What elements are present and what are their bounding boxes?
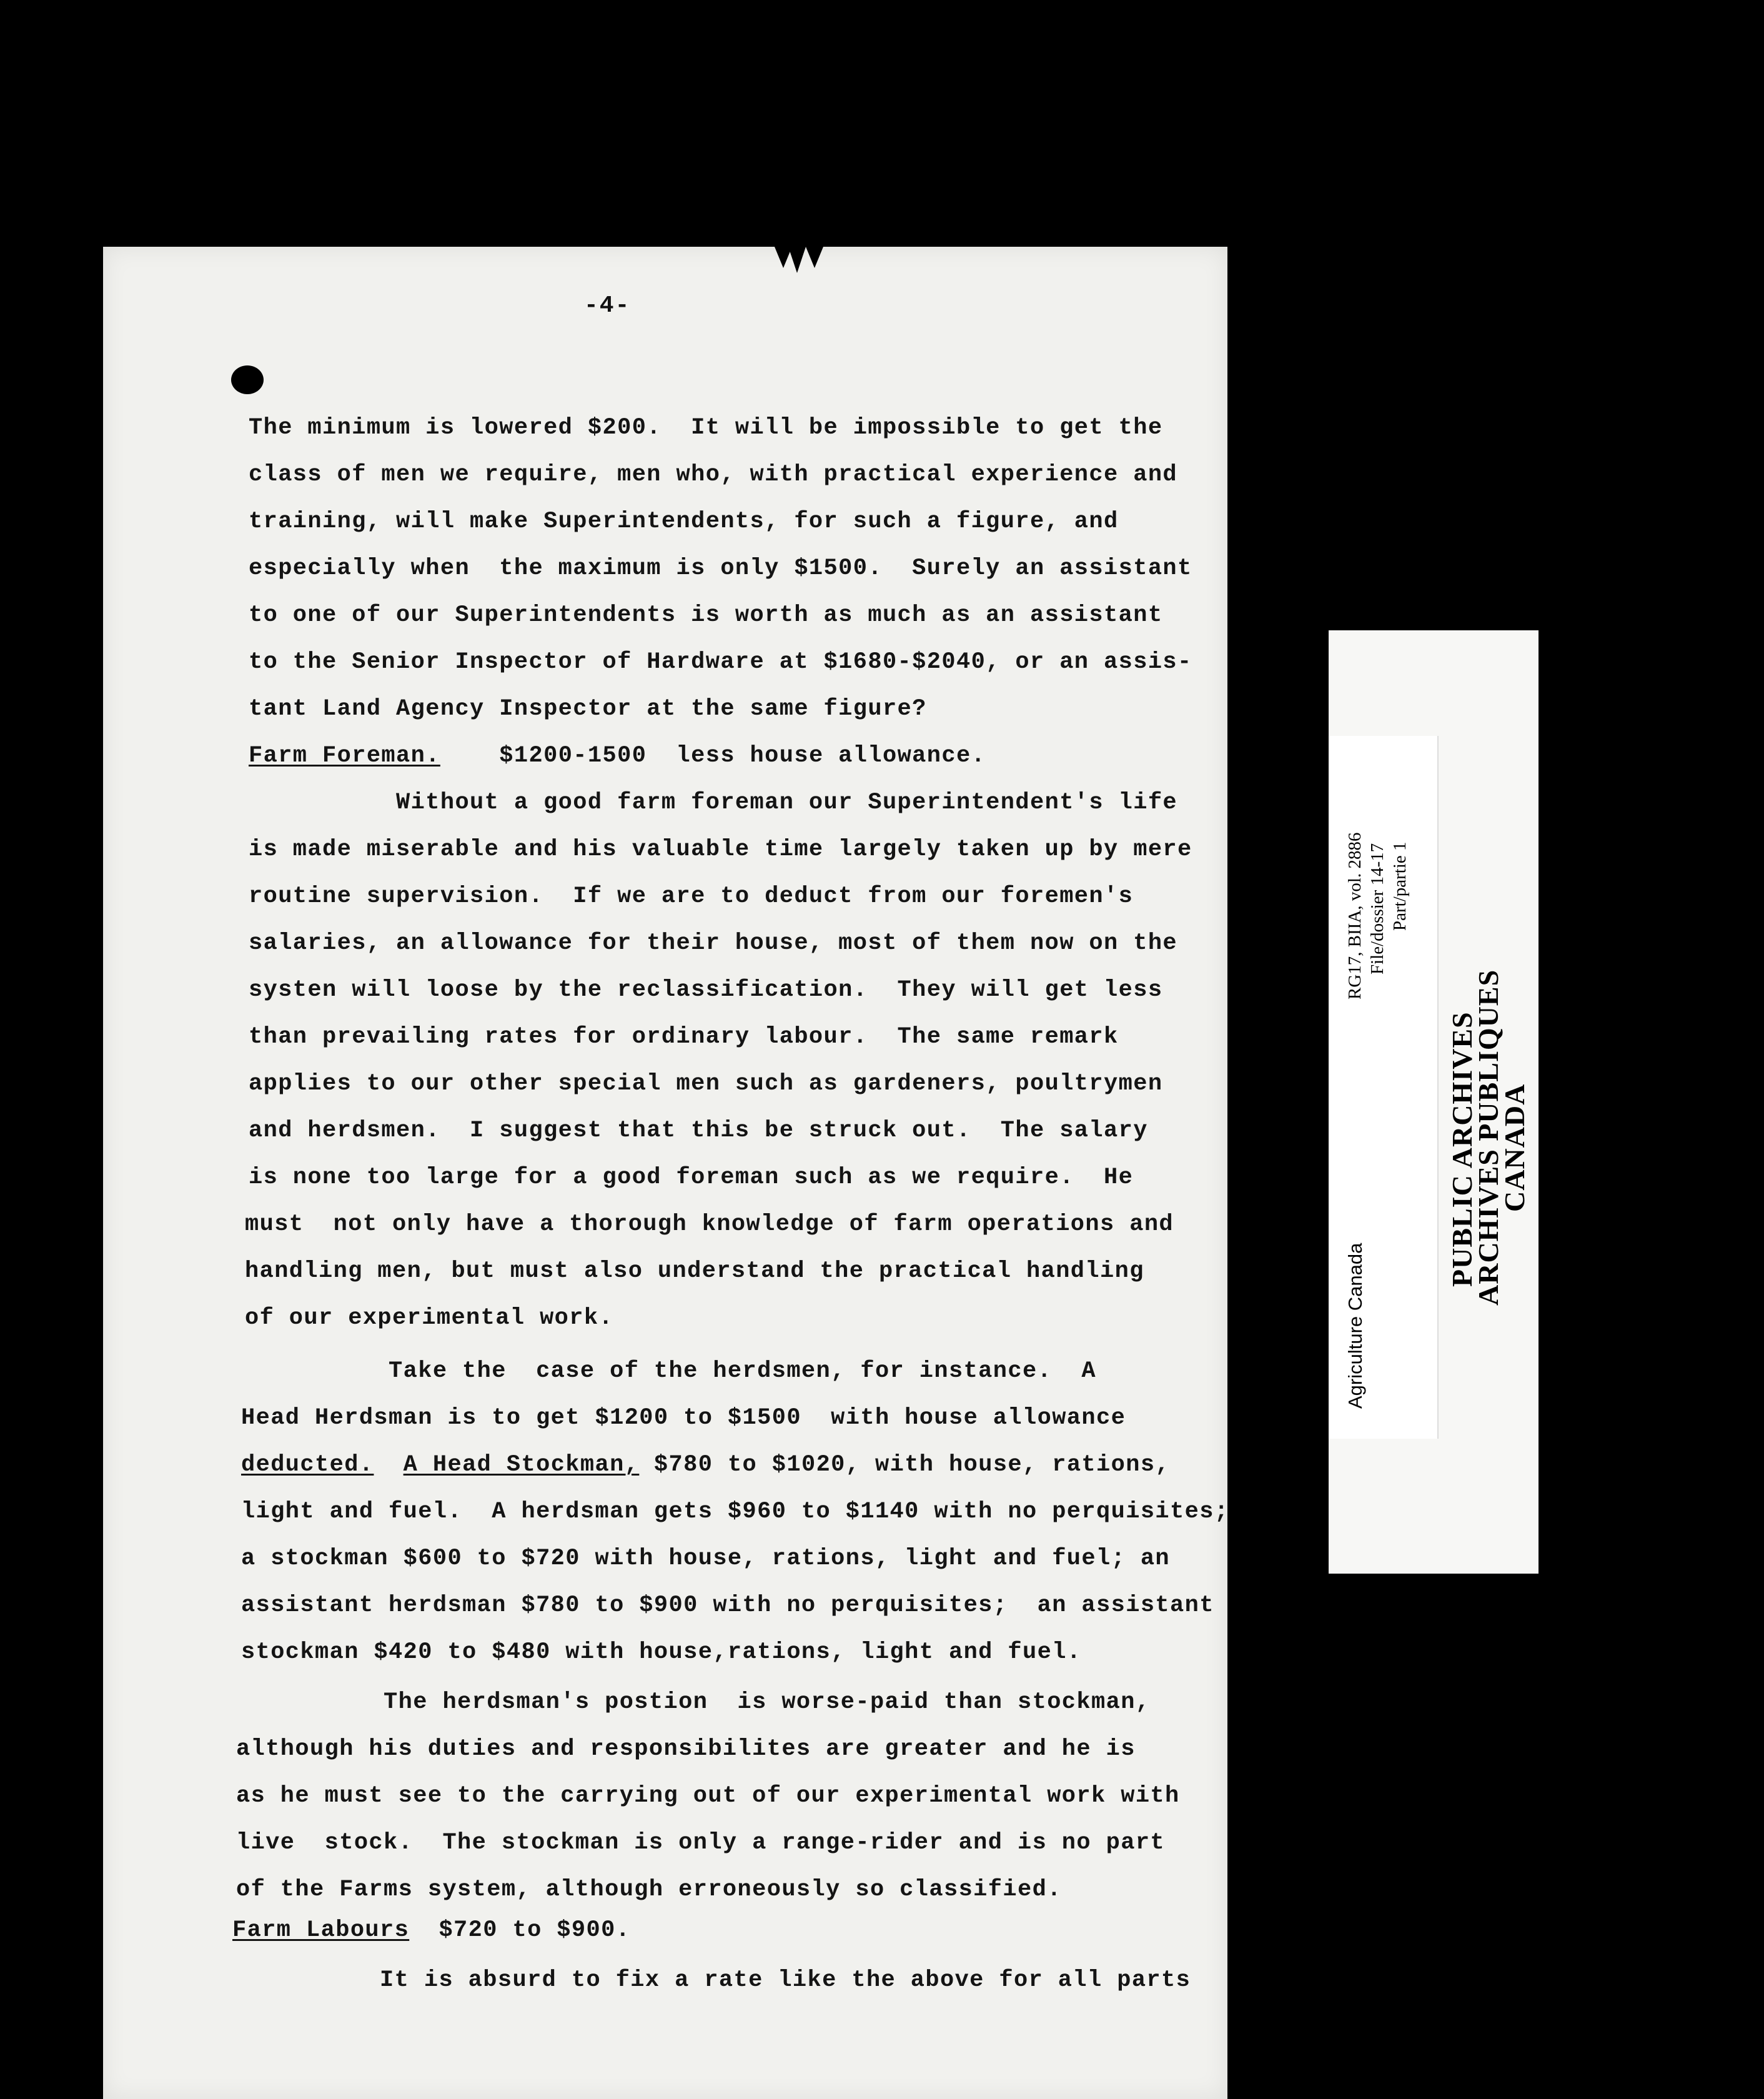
head-stockman-heading: A Head Stockman, bbox=[403, 1452, 640, 1478]
body-line: systen will loose by the reclassification. They will get less bbox=[249, 977, 1163, 1003]
farm-foreman-heading: Farm Foreman. bbox=[249, 743, 440, 769]
body-line: Head Herdsman is to get $1200 to $1500 with house allowance bbox=[241, 1405, 1126, 1431]
farm-labours-heading: Farm Labours bbox=[232, 1917, 410, 1943]
stockman-line bbox=[241, 1452, 1170, 1477]
archive-department: Agriculture Canada bbox=[1344, 1243, 1366, 1409]
body-line: as he must see to the carrying out of our experimental work with bbox=[236, 1783, 1180, 1809]
deducted-word: deducted. bbox=[241, 1452, 374, 1478]
body-line: applies to our other special men such as gardeners, poultrymen bbox=[249, 1071, 1163, 1097]
body-line: is made miserable and his valuable time largely taken up by mere bbox=[249, 836, 1192, 863]
body-line: to the Senior Inspector of Hardware at $1680-$2040, or an assis- bbox=[249, 649, 1192, 675]
body-line: salaries, an allowance for their house, most of them now on the bbox=[249, 930, 1178, 956]
body-line: tant Land Agency Inspector at the same figure? bbox=[249, 696, 927, 722]
body-line: Take the case of the herdsmen, for instance. A bbox=[241, 1358, 1097, 1384]
archive-reference-line: File/dossier 14-17 bbox=[1367, 843, 1387, 975]
farm-foreman-line bbox=[249, 743, 986, 768]
body-line: and herdsmen. I suggest that this be struck out. The salary bbox=[249, 1118, 1148, 1144]
head-stockman-salary: $780 to $1020, with house, rations, bbox=[639, 1452, 1171, 1478]
body-line: light and fuel. A herdsman gets $960 to $1140 with no perquisites; bbox=[241, 1499, 1229, 1525]
body-line: especially when the maximum is only $1500. Surely an assistant bbox=[249, 555, 1192, 582]
body-line: is none too large for a good foreman such as we require. He bbox=[249, 1164, 1134, 1191]
body-line: assistant herdsman $780 to $900 with no perquisites; an assistant bbox=[241, 1592, 1214, 1619]
body-line: live stock. The stockman is only a range-rider and is no part bbox=[236, 1830, 1166, 1856]
archive-stamp-line: PUBLIC ARCHIVES bbox=[1446, 1011, 1478, 1287]
body-line: The herdsman's postion is worse-paid than stockman, bbox=[236, 1689, 1151, 1715]
body-line: stockman $420 to $480 with house,rations, light and fuel. bbox=[241, 1639, 1082, 1665]
archive-stamp-line: CANADA bbox=[1499, 1083, 1530, 1212]
body-line: training, will make Superintendents, for such a figure, and bbox=[249, 509, 1119, 535]
body-line: The minimum is lowered $200. It will be impossible to get the bbox=[249, 415, 1163, 441]
archive-reference-line: RG17, BIIA, vol. 2886 bbox=[1345, 832, 1365, 1000]
farm-labours-salary: $720 to $900. bbox=[409, 1917, 631, 1943]
archive-reference-line: Part/partie 1 bbox=[1390, 841, 1410, 931]
body-line: of the Farms system, although erroneously so classified. bbox=[236, 1877, 1062, 1903]
body-line: a stockman $600 to $720 with house, rations, light and fuel; an bbox=[241, 1546, 1171, 1572]
page-number: -4- bbox=[584, 292, 631, 319]
body-line: class of men we require, men who, with practical experience and bbox=[249, 462, 1178, 488]
body-line: Without a good farm foreman our Superintendent's life bbox=[249, 790, 1178, 816]
body-line: although his duties and responsibilites are greater and he is bbox=[236, 1736, 1136, 1762]
body-line: than prevailing rates for ordinary labour. The same remark bbox=[249, 1024, 1119, 1050]
body-line: of our experimental work. bbox=[245, 1305, 614, 1331]
body-line: It is absurd to fix a rate like the above for all parts bbox=[232, 1967, 1191, 1993]
body-line: handling men, but must also understand the practical handling bbox=[245, 1258, 1144, 1284]
body-line: must not only have a thorough knowledge of farm operations and bbox=[245, 1211, 1174, 1238]
farm-labours-line bbox=[232, 1918, 630, 1943]
body-line: to one of our Superintendents is worth as much as an assistant bbox=[249, 602, 1163, 628]
body-line: routine supervision. If we are to deduct from our foremen's bbox=[249, 883, 1134, 910]
farm-foreman-salary: $1200-1500 less house allowance. bbox=[440, 743, 986, 769]
archive-stamp-line: ARCHIVES PUBLIQUES bbox=[1472, 969, 1504, 1306]
